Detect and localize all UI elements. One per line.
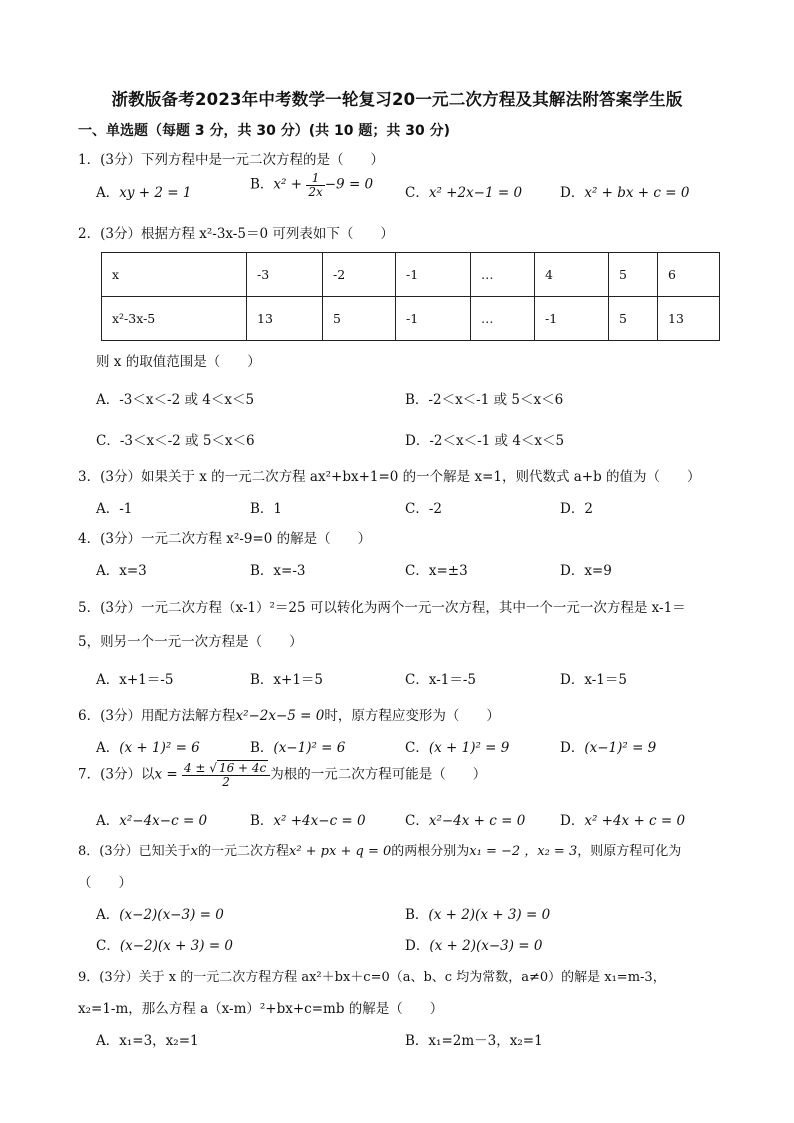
root-formula: $\frac{4 \pm √ 16 + 4c}{2}$ bbox=[182, 762, 270, 788]
table-row bbox=[102, 297, 720, 341]
table-cell: 13 bbox=[247, 297, 323, 341]
question-2-table bbox=[101, 252, 720, 341]
question-3-stem: 3．(3分）如果关于 x 的一元二次方程 ax²+bx+1=0 的一个解是 x=1，则代数式 a+b 的值为（ ） bbox=[78, 469, 701, 485]
question-8-option-d[interactable]: D．(x + 2)(x−3) = 0 bbox=[405, 938, 543, 954]
table-cell: 4 bbox=[535, 253, 609, 297]
question-4-option-a[interactable]: A．x=3 bbox=[96, 563, 147, 579]
question-6-option-d[interactable]: D．(x−1)² = 9 bbox=[560, 740, 657, 756]
question-2-option-c[interactable]: C．-3＜x＜-2 或 5＜x＜6 bbox=[96, 433, 255, 449]
question-7-option-b[interactable]: B．x² +4x−c = 0 bbox=[250, 813, 366, 829]
table-cell: -1 bbox=[396, 253, 471, 297]
table-cell: 5 bbox=[609, 297, 658, 341]
question-4-option-c[interactable]: C．x=±3 bbox=[405, 563, 468, 579]
table-cell: … bbox=[471, 297, 535, 341]
question-3-option-b[interactable]: B．1 bbox=[250, 501, 283, 517]
question-8-stem-line2: （ ） bbox=[78, 875, 132, 891]
question-6-option-a[interactable]: A．(x + 1)² = 6 bbox=[96, 740, 200, 756]
question-4-option-d[interactable]: D．x=9 bbox=[560, 563, 612, 579]
document-title: 浙教版备考2023年中考数学一轮复习20一元二次方程及其解法附答案学生版 bbox=[111, 90, 683, 109]
question-3-option-d[interactable]: D．2 bbox=[560, 501, 593, 517]
table-row bbox=[102, 253, 720, 297]
table-cell: 13 bbox=[658, 297, 720, 341]
question-6-option-c[interactable]: C．(x + 1)² = 9 bbox=[405, 740, 510, 756]
question-5-stem-line2: 5，则另一个一元一次方程是（ ） bbox=[78, 634, 303, 650]
question-2-prompt: 则 x 的取值范围是（ ） bbox=[96, 354, 261, 370]
table-cell: x²-3x-5 bbox=[102, 297, 247, 341]
question-9-option-a[interactable]: A．x₁=3，x₂=1 bbox=[96, 1033, 199, 1049]
table-cell: -1 bbox=[396, 297, 471, 341]
question-8-option-b[interactable]: B．(x + 2)(x + 3) = 0 bbox=[405, 907, 551, 923]
question-7-stem: 7．(3分）以x = $\frac{4 \pm √ 16 + 4c}{2}$ 为根的一元二次方程可能是（ ） bbox=[78, 761, 487, 789]
question-7-option-d[interactable]: D．x² +4x + c = 0 bbox=[560, 813, 686, 829]
question-5-option-d[interactable]: D．x-1＝5 bbox=[560, 672, 627, 688]
question-4-option-b[interactable]: B．x=-3 bbox=[250, 563, 306, 579]
question-2-option-b[interactable]: B．-2＜x＜-1 或 5＜x＜6 bbox=[405, 392, 564, 408]
table-cell: -3 bbox=[247, 253, 323, 297]
question-9-option-b[interactable]: B．x₁=2m－3，x₂=1 bbox=[405, 1033, 543, 1049]
question-7-option-a[interactable]: A．x²−4x−c = 0 bbox=[96, 813, 208, 829]
question-8-option-a[interactable]: A．(x−2)(x−3) = 0 bbox=[96, 907, 224, 923]
table-cell: -1 bbox=[535, 297, 609, 341]
table-cell: 5 bbox=[609, 253, 658, 297]
question-8-stem-line1: 8．(3分）已知关于x的一元二次方程x² + px + q = 0的两根分别为x₁ = −2 ，x₂ = 3，则原方程可化为 bbox=[78, 844, 682, 859]
question-4-stem: 4．(3分）一元二次方程 x²-9=0 的解是（ ） bbox=[78, 531, 372, 547]
question-9-stem-line2: x₂=1-m，那么方程 a（x-m）²+bx+c=mb 的解是（ ） bbox=[78, 1001, 444, 1017]
question-1-option-c[interactable]: C．x² +2x−1 = 0 bbox=[405, 185, 523, 201]
table-cell: … bbox=[471, 253, 535, 297]
question-1-option-d[interactable]: D．x² + bx + c = 0 bbox=[560, 185, 690, 201]
section-heading: 一、单选题（每题 3 分，共 30 分）(共 10 题；共 30 分) bbox=[78, 123, 450, 139]
question-2-stem: 2．(3分）根据方程 x²-3x-5＝0 可列表如下（ ） bbox=[78, 226, 394, 242]
question-2-option-d[interactable]: D．-2＜x＜-1 或 4＜x＜5 bbox=[405, 433, 565, 449]
question-5-option-c[interactable]: C．x-1＝-5 bbox=[405, 672, 477, 688]
question-5-option-a[interactable]: A．x+1＝-5 bbox=[96, 672, 174, 688]
question-5-stem-line1: 5．(3分）一元二次方程（x-1）²＝25 可以转化为两个一元一次方程，其中一个一元一次方程是 x-1＝ bbox=[78, 600, 686, 616]
question-2-option-a[interactable]: A．-3＜x＜-2 或 4＜x＜5 bbox=[96, 392, 255, 408]
table-cell: 5 bbox=[323, 297, 396, 341]
question-1-option-a[interactable]: A．xy + 2 = 1 bbox=[96, 185, 192, 201]
question-1-stem: 1．(3分）下列方程中是一元二次方程的是（ ） bbox=[78, 152, 384, 168]
question-6-stem: 6．(3分）用配方法解方程x²−2x−5 = 0时，原方程应变形为（ ） bbox=[78, 708, 500, 724]
table-cell: x bbox=[102, 253, 247, 297]
question-3-option-a[interactable]: A．-1 bbox=[96, 501, 133, 517]
question-9-stem-line1: 9．(3分）关于 x 的一元二次方程方程 ax²＋bx＋c=0（a、b、c 均为常数，a≠0）的解是 x₁=m-3， bbox=[78, 970, 666, 985]
question-8-option-c[interactable]: C．(x−2)(x + 3) = 0 bbox=[96, 938, 234, 954]
question-1-option-b[interactable]: B．x² + $\frac{1}{2x}$ −9 = 0 bbox=[250, 171, 374, 199]
question-5-option-b[interactable]: B．x+1＝5 bbox=[250, 672, 324, 688]
question-3-option-c[interactable]: C．-2 bbox=[405, 501, 442, 517]
question-6-option-b[interactable]: B．(x−1)² = 6 bbox=[250, 740, 346, 756]
question-7-option-c[interactable]: C．x²−4x + c = 0 bbox=[405, 813, 526, 829]
table-cell: 6 bbox=[658, 253, 720, 297]
table-cell: -2 bbox=[323, 253, 396, 297]
